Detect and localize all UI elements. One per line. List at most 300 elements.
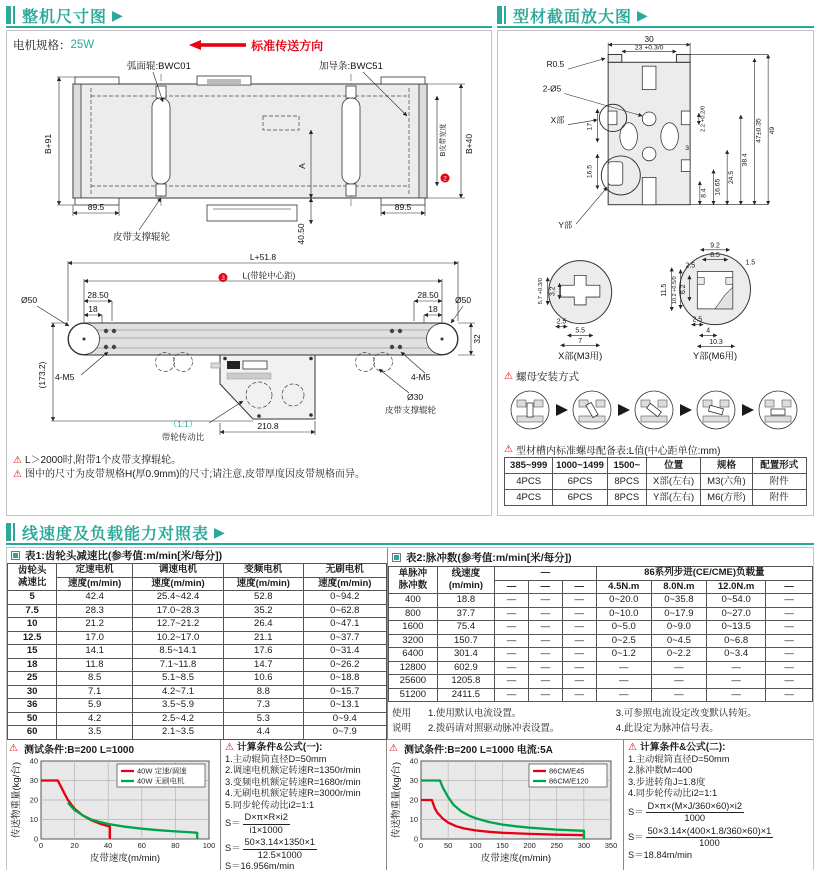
table-cell: 7.1~11.8 — [133, 658, 224, 672]
table-cell: — — [562, 594, 596, 608]
table-cell: 50 — [8, 712, 57, 726]
dim-l518: L+51.8 — [249, 252, 277, 262]
table-cell: — — [528, 621, 562, 635]
svg-text:传送物重量(kg/台): 传送物重量(kg/台) — [11, 761, 22, 839]
svg-text:86CM/E120: 86CM/E120 — [549, 776, 589, 786]
warning-icon: ⚠ — [504, 443, 513, 455]
table-cell: — — [651, 661, 706, 675]
table-cell: — — [562, 621, 596, 635]
header-bar-icon — [497, 6, 502, 24]
dim-384: 38.4 — [741, 153, 749, 167]
table-cell: 4.4 — [224, 726, 304, 740]
table-cell: 0~10.0 — [596, 607, 651, 621]
motor-housing-top — [207, 205, 297, 221]
dim-4: 4 — [706, 327, 711, 335]
table-cell: 7.1 — [57, 685, 133, 699]
svg-text:40W 无刷电机: 40W 无刷电机 — [137, 776, 185, 786]
dim-57: 5.7 +0.3/0 — [537, 277, 544, 305]
dim-245: 24.5 — [728, 170, 736, 185]
dim-115: 11.5 — [660, 283, 668, 297]
table-cell: 0~3.4 — [706, 648, 765, 662]
table-cell: 0~13.1 — [303, 699, 386, 713]
table-row — [8, 712, 387, 726]
dim-x25: 2.5 — [556, 318, 567, 326]
label-belt-support-roller-side: 皮带支撑辊轮 — [385, 405, 437, 415]
dim-b91: B+91 — [43, 133, 53, 155]
table-cell: 4PCS — [505, 474, 553, 490]
t1-header-motor: 调速电机 — [133, 564, 224, 578]
nut-step-5 — [759, 391, 797, 429]
table-cell: 3.5 — [57, 726, 133, 740]
note-text: L＞2000时,附带1个皮带支撑辊轮。 — [24, 455, 182, 466]
chart2-title: 测试条件:B=200 L=1000 电流:5A — [403, 744, 553, 756]
svg-text:20: 20 — [29, 795, 38, 805]
label-curved-roller: 弧面辊:BWC01 — [127, 61, 191, 72]
t1-header-speed: 速度(m/min) — [57, 577, 133, 591]
caption-square-icon — [11, 551, 20, 560]
table-cell: 8.5~14.1 — [133, 645, 224, 659]
table-row — [389, 621, 813, 635]
table-cell: 21.1 — [224, 631, 304, 645]
table-cell: — — [528, 675, 562, 689]
dim-dia50-right: Ø50 — [455, 295, 472, 305]
t2-subheader: — — [766, 580, 813, 594]
section-profile — [497, 4, 814, 516]
badge-3-number: 3 — [221, 275, 225, 282]
table-cell: 6400 — [389, 648, 438, 662]
table-cell: — — [528, 634, 562, 648]
header-bar-icon — [13, 6, 15, 24]
svg-text:0: 0 — [33, 834, 38, 844]
calc1-result: S＝16.956m/min — [225, 861, 295, 870]
table-cell: 60 — [8, 726, 57, 740]
mount-foot — [381, 77, 425, 84]
list-item: 4.无刷电机额定转速R=3000r/min — [225, 788, 361, 798]
table-cell: 11.8 — [57, 658, 133, 672]
numerator: D×π×R×i2 — [243, 812, 290, 825]
section-header-speed-load — [6, 521, 814, 545]
table-cell: 4PCS — [505, 490, 553, 506]
svg-text:40: 40 — [409, 756, 418, 766]
table-cell: — — [596, 661, 651, 675]
table-row — [8, 685, 387, 699]
table-cell: 800 — [389, 607, 438, 621]
svg-text:0: 0 — [38, 841, 44, 850]
table-cell: 25600 — [389, 675, 438, 689]
t1-header-speed: 速度(m/min) — [224, 577, 304, 591]
dim-22: 2.2 +0.2/0 — [700, 105, 707, 132]
pulse-table — [388, 566, 813, 702]
table-cell: — — [766, 607, 813, 621]
profile-panel — [497, 30, 814, 516]
conveyor-top-view-drawing — [13, 56, 483, 246]
table-cell: 26.4 — [224, 618, 304, 632]
chart2-cell — [387, 740, 624, 870]
step-arrow-icon — [742, 404, 754, 416]
numerator: D×π×(M×J/360×60)×i2 — [646, 801, 745, 814]
table-cell: 7.3 — [224, 699, 304, 713]
table-cell: 2411.5 — [437, 688, 494, 702]
load-speed-chart-86cm — [389, 755, 619, 869]
svg-text:40: 40 — [104, 841, 113, 850]
nut-col-header: 配置形式 — [752, 458, 806, 474]
table-cell: 1600 — [389, 621, 438, 635]
badge-2-number: 2 — [443, 175, 447, 183]
x-detail-label: X部(M3用) — [558, 351, 603, 362]
t1-header-motor: 无刷电机 — [303, 564, 386, 578]
label-guide-strip: 加导条:BWC51 — [319, 61, 383, 72]
header-arrow-icon: ▶ — [112, 6, 123, 23]
table-row — [389, 648, 813, 662]
dim-foot-right: 89.5 — [394, 202, 412, 212]
table2-caption: 表2:脉冲数(参考值:m/min[米/每分]) — [406, 551, 572, 564]
table-cell: 0~4.5 — [651, 634, 706, 648]
svg-text:60: 60 — [137, 841, 146, 850]
table-cell: — — [562, 688, 596, 702]
table-cell: 5.3 — [224, 712, 304, 726]
svg-text:0: 0 — [418, 841, 424, 850]
section-title: 线速度及负载能力对照表 — [22, 525, 210, 543]
table-cell: — — [528, 607, 562, 621]
svg-text:100: 100 — [469, 841, 482, 850]
table-row — [389, 634, 813, 648]
dim-a: A — [297, 163, 307, 169]
note-text: 图中的尺寸为皮带规格H(厚0.9mm)的尺寸;请注意,皮带厚度因皮带规格而异。 — [24, 469, 365, 480]
section-header-dimensions — [6, 4, 492, 28]
dim-3: 3 — [685, 145, 690, 153]
table-row — [389, 607, 813, 621]
dim-2dia5: 2-Ø5 — [542, 83, 562, 94]
table-cell: 602.9 — [437, 661, 494, 675]
table-cell: X部(左右) — [646, 474, 700, 490]
table-cell: 0~17.9 — [651, 607, 706, 621]
usage-note: 4.此设定为脉冲信号表。 — [615, 722, 719, 734]
table-cell: — — [706, 688, 765, 702]
caption-square-icon — [392, 553, 401, 562]
table-cell: — — [528, 688, 562, 702]
t1-header-speed: 速度(m/min) — [133, 577, 224, 591]
list-item: 4.同步轮传动比i2=1:1 — [628, 788, 718, 798]
numerator: 50×3.14×1350×1 — [243, 837, 318, 850]
table-cell: — — [494, 688, 528, 702]
table-cell: 17.6 — [224, 645, 304, 659]
list-item: 1.主动辊筒直径D=50mm — [628, 753, 730, 764]
step-arrow-icon — [680, 404, 692, 416]
table-cell: 8.5 — [57, 672, 133, 686]
table-cell: 0~13.5 — [706, 621, 765, 635]
table-cell: 17.0 — [57, 631, 133, 645]
table-cell: 30 — [8, 685, 57, 699]
table-cell: 0~20.0 — [596, 594, 651, 608]
dim-r05: R0.5 — [546, 59, 565, 70]
warning-icon: ⚠ — [225, 742, 234, 753]
svg-text:0: 0 — [413, 834, 418, 844]
slot-detail-drawings — [504, 238, 804, 364]
mounting-hole — [642, 147, 656, 161]
table-cell: 35.2 — [224, 604, 304, 618]
label-belt-support-roller: 皮带支撑辊轮 — [113, 232, 171, 243]
table-cell: 10.2~17.0 — [133, 631, 224, 645]
table-cell: 10.6 — [224, 672, 304, 686]
t2-subheader: — — [562, 580, 596, 594]
table-cell: — — [494, 648, 528, 662]
dim-15: 1.5 — [745, 259, 756, 267]
t2-subheader: 8.0N.m — [651, 580, 706, 594]
step-arrow-icon — [618, 404, 630, 416]
step-arrow-icon — [556, 404, 568, 416]
dim-4050: 40.50 — [296, 223, 306, 245]
section-overall-dimensions — [6, 4, 492, 516]
dim-23: 23 +0.3/0 — [634, 44, 664, 52]
svg-text:50: 50 — [443, 841, 453, 850]
table-cell: M3(六角) — [701, 474, 752, 490]
dim-center-distance: L(带轮中心距) — [242, 270, 296, 281]
svg-text:10: 10 — [409, 815, 418, 824]
list-item: 2.脉冲数M=400 — [628, 765, 693, 775]
t2-subheader: — — [528, 580, 562, 594]
nut-col-header: 1500~ — [607, 458, 646, 474]
t2-header-dash: — — [494, 567, 596, 581]
table-row — [505, 490, 807, 506]
table-row — [8, 618, 387, 632]
pulse-table-cell — [388, 548, 813, 739]
t1-header-gear: 齿轮头 减速比 — [8, 564, 57, 591]
svg-text:10: 10 — [29, 815, 38, 824]
table-cell: 7.5 — [8, 604, 57, 618]
list-item: 2.调速电机额定转速R=1350r/min — [225, 765, 361, 775]
nut-table-title-row — [504, 441, 807, 457]
table1-caption: 表1:齿轮头减速比(参考值:m/min[米/每分]) — [25, 550, 223, 562]
warning-icon: ⚠ — [389, 742, 398, 754]
table-cell: 10 — [8, 618, 57, 632]
table-cell: — — [596, 688, 651, 702]
calc1-cell — [221, 740, 387, 870]
table-cell: 3200 — [389, 634, 438, 648]
calc1-conditions — [225, 754, 382, 812]
table-row — [8, 672, 387, 686]
table-cell: 51200 — [389, 688, 438, 702]
section-header-profile — [497, 4, 814, 28]
guide-roller — [342, 98, 360, 184]
section-speed-load — [6, 521, 814, 870]
table-cell: Y部(左右) — [646, 490, 700, 506]
dimensions-panel — [6, 30, 492, 516]
calc1-formula-numeric — [225, 837, 382, 861]
svg-text:30: 30 — [29, 776, 38, 785]
gear-ratio-table-cell — [7, 548, 388, 739]
dim-foot-left: 89.5 — [87, 202, 105, 212]
nut-step-3 — [635, 391, 673, 429]
dim-y25a: 2.5 — [685, 262, 696, 270]
table-cell: 6PCS — [553, 490, 607, 506]
table-cell: 附件 — [752, 490, 806, 506]
tables-row — [7, 548, 813, 740]
table-row — [389, 675, 813, 689]
list-item: 3.步进转角J=1.8度 — [628, 776, 706, 787]
table-cell: M6(方形) — [701, 490, 752, 506]
header-bar-icon — [13, 523, 15, 541]
svg-text:20: 20 — [409, 795, 418, 805]
dim-85: 8.5 — [710, 252, 720, 260]
section-title: 型材截面放大图 — [513, 8, 633, 26]
denominator: 12.5×1000 — [257, 849, 302, 860]
table-cell: 6PCS — [553, 474, 607, 490]
svg-text:200: 200 — [523, 841, 536, 850]
numerator: 50×3.14×(400×1.8/360×60)×1 — [646, 826, 774, 839]
dim-30: 30 — [644, 33, 654, 44]
warning-icon: ⚠ — [13, 469, 22, 480]
direction-text: 标准传送方向 — [251, 38, 324, 53]
table-cell: 28.3 — [57, 604, 133, 618]
dim-17: 17 — [586, 122, 594, 131]
left-red-arrow-icon — [189, 40, 247, 50]
nut-col-header: 规格 — [701, 458, 752, 474]
table-cell: 0~1.2 — [596, 648, 651, 662]
table-cell: 52.8 — [224, 591, 304, 605]
table-cell: 0~35.8 — [651, 594, 706, 608]
chart1-title: 测试条件:B=200 L=1000 — [23, 744, 135, 756]
t2-header-pulse: 单脉冲 脉冲数 — [389, 567, 438, 594]
table-cell: — — [706, 661, 765, 675]
chart2-title-row — [389, 741, 621, 755]
dim-7: 7 — [578, 337, 583, 345]
note-line — [13, 454, 485, 468]
table-cell: 0~62.8 — [303, 604, 386, 618]
calc1-title: 计算条件&公式(一): — [236, 742, 323, 753]
belt-body — [68, 323, 458, 355]
svg-text:150: 150 — [496, 841, 509, 850]
charts-row — [7, 740, 813, 870]
header-bar-icon — [504, 6, 506, 24]
table-cell: 17.0~28.3 — [133, 604, 224, 618]
dim-49: 49 — [769, 126, 776, 135]
mounting-hole — [642, 112, 656, 126]
svg-text:250: 250 — [550, 841, 563, 850]
svg-text:86CM/E45: 86CM/E45 — [549, 766, 585, 776]
table-cell: — — [651, 688, 706, 702]
table-cell: 0~5.0 — [596, 621, 651, 635]
table-cell: — — [651, 675, 706, 689]
dim-2850-left: 28.50 — [87, 290, 109, 300]
table-cell: — — [562, 648, 596, 662]
table-cell: 附件 — [752, 474, 806, 490]
table-cell: — — [494, 634, 528, 648]
table-cell: — — [596, 675, 651, 689]
dim-47: 47±0.35 — [755, 118, 763, 143]
t2-subheader: 12.0N.m — [706, 580, 765, 594]
gear-ratio-table — [7, 563, 387, 740]
t1-header-motor: 定速电机 — [57, 564, 133, 578]
label-y-part: Y部 — [558, 220, 573, 231]
table-cell: 14.7 — [224, 658, 304, 672]
warning-icon: ⚠ — [628, 742, 637, 753]
usage-label: 说明 — [392, 722, 412, 734]
nut-method-row — [504, 369, 807, 384]
table-row — [505, 474, 807, 490]
s-equals: S＝ — [628, 831, 644, 842]
table-row — [8, 699, 387, 713]
table-cell: 2.1~3.5 — [133, 726, 224, 740]
nut-step-4 — [697, 391, 735, 429]
svg-text:传送物重量(kg/台): 传送物重量(kg/台) — [391, 761, 402, 839]
s-equals: S＝ — [225, 843, 241, 854]
table-row — [8, 658, 387, 672]
table-cell: 8PCS — [607, 474, 646, 490]
table-cell: 21.2 — [57, 618, 133, 632]
warning-icon: ⚠ — [13, 455, 22, 466]
svg-text:30: 30 — [409, 776, 418, 785]
table-cell: 150.7 — [437, 634, 494, 648]
nut-step-2 — [573, 391, 611, 429]
calc2-result: S＝18.84m/min — [628, 849, 693, 860]
table-cell: 25 — [8, 672, 57, 686]
table-cell: — — [766, 594, 813, 608]
table-cell: 0~27.0 — [706, 607, 765, 621]
dim-2108: 210.8 — [257, 421, 279, 431]
table-cell: — — [528, 648, 562, 662]
table-cell: 42.4 — [57, 591, 133, 605]
nut-table-title: 型材槽内标准螺母配备表:L值(中心距单位:mm) — [515, 445, 721, 457]
mount-foot — [75, 77, 119, 84]
nut-equipment-table — [504, 457, 807, 506]
table-cell: — — [766, 621, 813, 635]
usage-notes — [388, 702, 813, 739]
t2-header-load: 86系列步进(CE/CME)负载量 — [596, 567, 812, 581]
table-row — [389, 688, 813, 702]
svg-text:40: 40 — [29, 756, 38, 766]
table-cell: 4.2 — [57, 712, 133, 726]
calc1-title-row — [225, 742, 382, 754]
t2-subheader: — — [494, 580, 528, 594]
dim-4m5-right: 4-M5 — [411, 372, 431, 382]
table-cell: — — [494, 607, 528, 621]
dim-32: 32 — [472, 334, 482, 344]
table-cell: — — [528, 661, 562, 675]
table-cell: 0~2.5 — [596, 634, 651, 648]
dim-18-right: 18 — [428, 304, 438, 314]
conveyor-side-view-drawing — [13, 251, 483, 447]
table-cell: 37.7 — [437, 607, 494, 621]
usage-note: 3.可参照电流设定改变默认转矩。 — [615, 707, 757, 719]
table2-caption-row — [388, 548, 813, 566]
t2-subheader: 4.5N.m — [596, 580, 651, 594]
load-speed-chart-40w — [9, 755, 217, 869]
dim-y25b: 2.5 — [692, 316, 703, 324]
table-cell: 0~9.0 — [651, 621, 706, 635]
dim-x32: 3.2 — [549, 286, 557, 296]
s-equals: S＝ — [225, 818, 241, 829]
denominator: i1×1000 — [249, 824, 283, 835]
warning-icon: ⚠ — [9, 742, 18, 754]
conveyor-frame — [73, 84, 427, 198]
table-cell: 1205.8 — [437, 675, 494, 689]
table-cell: 3.5~5.9 — [133, 699, 224, 713]
nut-step-1 — [511, 391, 549, 429]
table-cell: 18.8 — [437, 594, 494, 608]
usage-note: 2.拨码请对照驱动脉冲表设置。 — [428, 722, 560, 734]
dim-belt-width: B皮带宽度 — [440, 123, 447, 157]
calc2-conditions — [628, 754, 809, 800]
dim-165: 16.5 — [586, 164, 594, 179]
denominator: 1000 — [684, 813, 706, 823]
table-cell: 25.4~42.4 — [133, 591, 224, 605]
table-cell: 0~6.8 — [706, 634, 765, 648]
table-cell: 0~7.9 — [303, 726, 386, 740]
motor-spec-label: 电机规格： — [13, 40, 71, 52]
table-cell: — — [562, 607, 596, 621]
table-cell: 4.2~7.1 — [133, 685, 224, 699]
dim-dia50-left: Ø50 — [21, 295, 38, 305]
